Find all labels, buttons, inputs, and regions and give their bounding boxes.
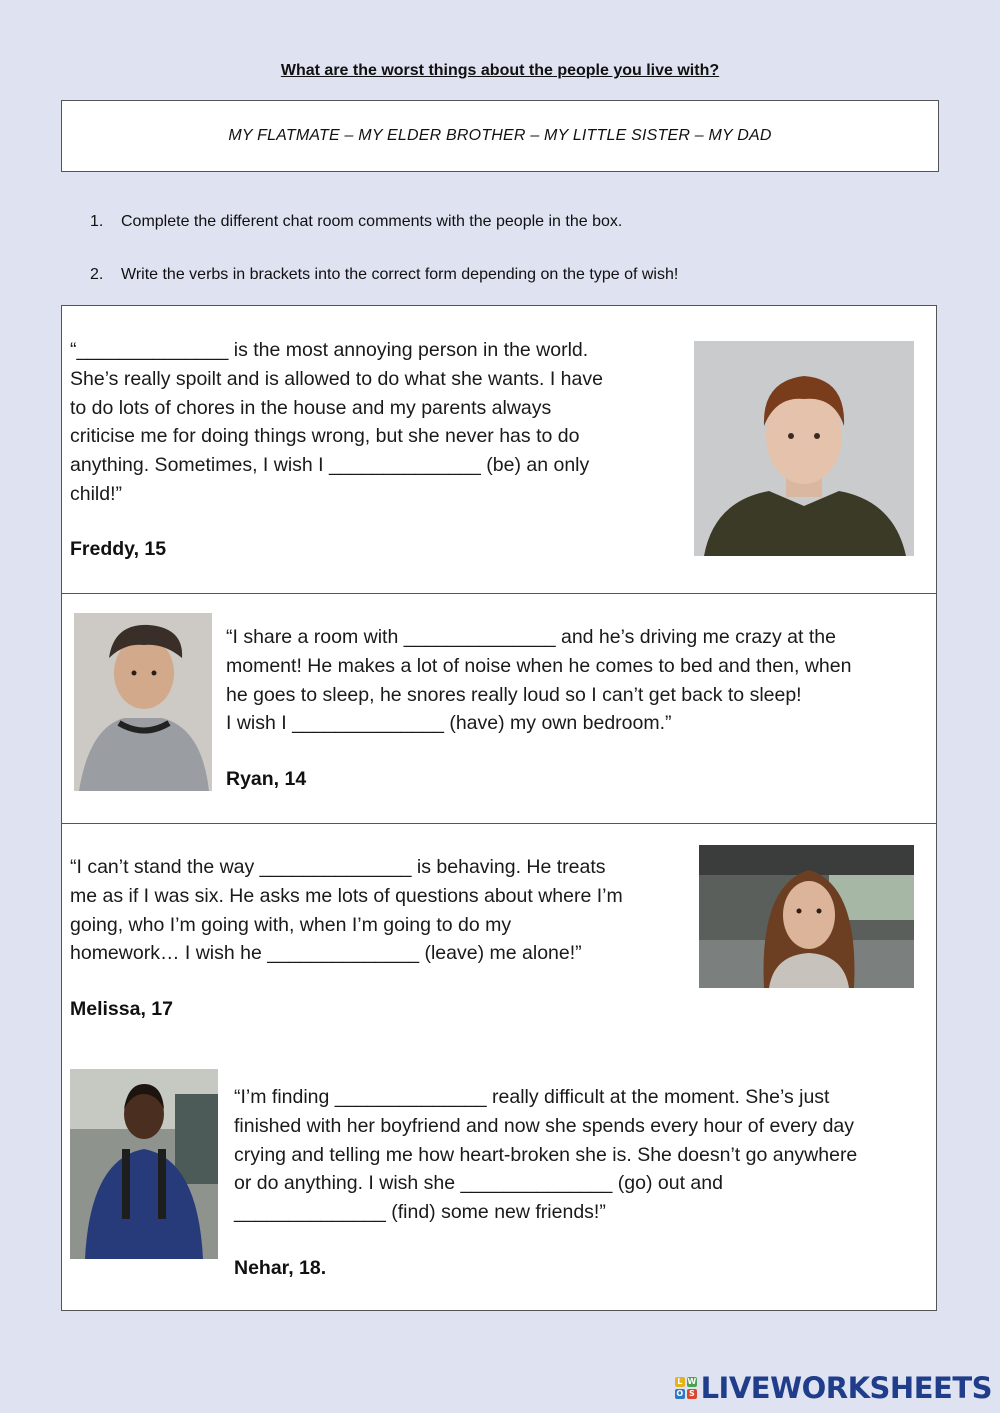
comment-line: “______________ is the most annoying person in the world. [70,339,589,361]
comment-line: She’s really spoilt and is allowed to do what she wants. I have [70,367,603,390]
photo-melissa [699,845,914,988]
author-melissa: Melissa, 17 [70,998,173,1020]
author-nehar: Nehar, 18. [234,1257,327,1279]
logo-mark-icon: L W O S [676,1377,696,1398]
comment-line: child!” [70,482,123,505]
comment-line: “I can’t stand the way ______________ is behaving. He treats [70,856,606,878]
comment-line: finished with her boyfriend and now she spends every hour of every day [234,1114,855,1137]
divider [62,823,936,824]
instruction-number: 1. [90,213,104,230]
author-freddy: Freddy, 15 [70,538,167,560]
comment-line: to do lots of chores in the house and my parents always [70,396,552,419]
instruction-text: Complete the different chat room comments with the people in the box. [121,213,623,230]
comments-panel [61,305,937,1311]
comment-line: me as if I was six. He asks me lots of questions about where I’m [70,884,623,907]
comment-line: I wish I ______________ (have) my own bedroom.” [226,712,672,735]
photo-freddy [694,341,914,556]
photo-nehar [70,1069,218,1259]
comment-freddy [70,336,680,509]
comment-line: criticise me for doing things wrong, but she never has to do [70,425,580,448]
instruction-1 [90,213,622,231]
instruction-text: Write the verbs in brackets into the correct form depending on the type of wish! [121,266,679,283]
photo-ryan [74,613,212,791]
comment-line: homework… I wish he ______________ (leave) me alone!” [70,942,582,965]
comment-line: ______________ (find) some new friends!” [234,1201,606,1224]
divider [62,593,936,594]
comment-nehar [234,1083,934,1227]
comment-melissa [70,853,690,968]
comment-line: crying and telling me how heart-broken she is. She doesn’t go anywhere [234,1143,858,1166]
comment-line: “I’m finding ______________ really difficult at the moment. She’s just [234,1086,830,1108]
instruction-2 [90,266,678,284]
comment-line: going, who I’m going with, when I’m going to do my [70,913,512,936]
comment-line: or do anything. I wish she ______________ (go) out and [234,1172,723,1195]
comment-line: moment! He makes a lot of noise when he comes to bed and then, when [226,654,852,677]
worksheet-title: What are the worst things about the people you live with? [280,62,720,79]
author-ryan: Ryan, 14 [226,768,307,790]
comment-line: anything. Sometimes, I wish I ______________ (be) an only [70,454,590,477]
instruction-number: 2. [90,266,104,283]
liveworksheets-logo [675,1371,992,1405]
logo-text: LIVEWORKSHEETS [700,1371,992,1405]
comment-line: “I share a room with ______________ and he’s driving me crazy at the [226,626,836,648]
word-box: MY FLATMATE – MY ELDER BROTHER – MY LITTLE SISTER – MY DAD [61,100,939,172]
comment-line: he goes to sleep, he snores really loud so I can’t get back to sleep! [226,683,802,706]
comment-ryan [226,623,931,738]
